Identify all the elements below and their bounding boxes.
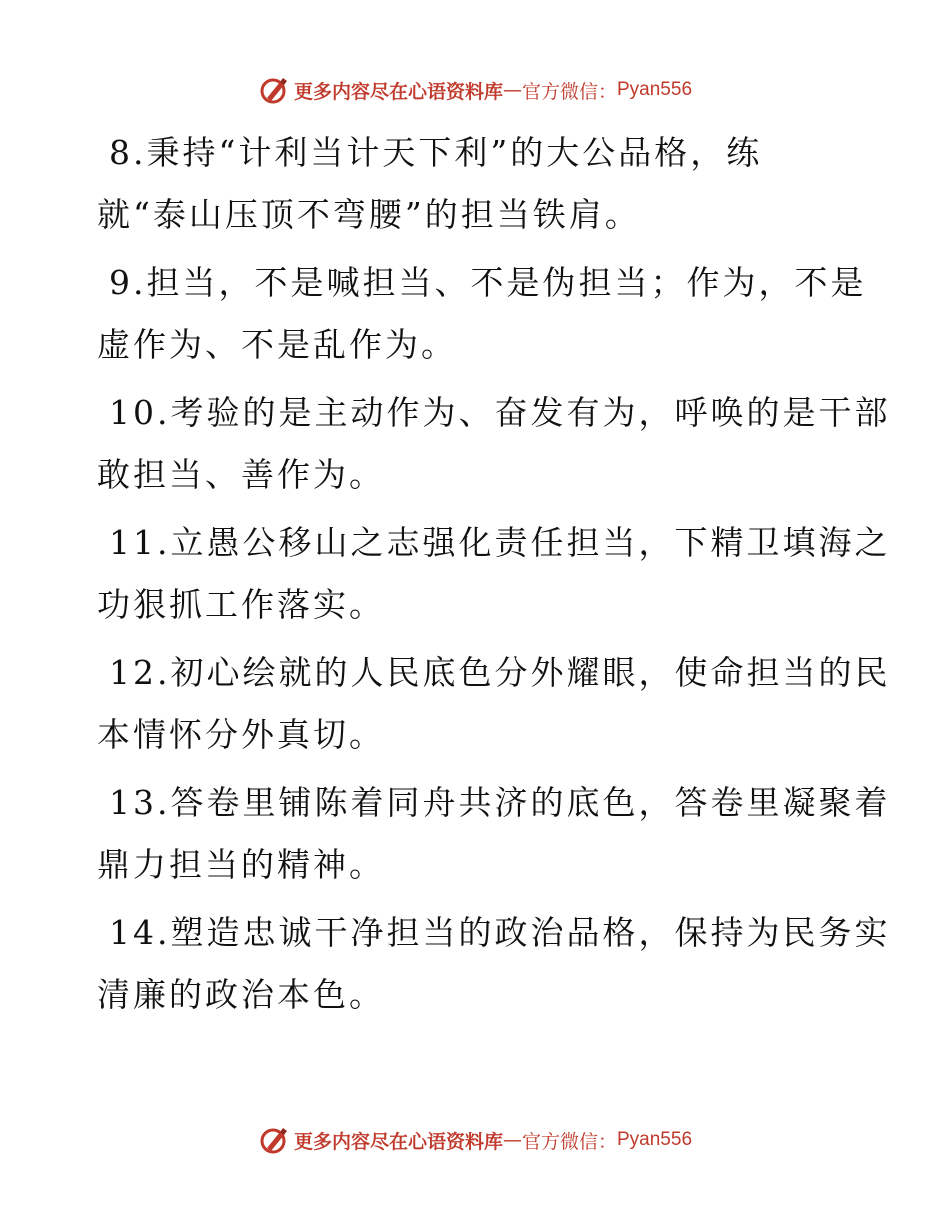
item-line: 本情怀分外真切。 [97, 715, 385, 754]
item-line: 11.立愚公移山之志强化责任担当，下精卫填海之 [109, 523, 891, 562]
list-item [97, 252, 867, 376]
list-item [97, 122, 857, 246]
footer-site-text: 更多内容尽在心语资料库 [293, 1130, 503, 1153]
footer-account: Pyan556 [617, 1129, 693, 1150]
item-line: 清廉的政治本色。 [97, 975, 385, 1014]
item-line: 12.初心绘就的人民底色分外耀眼，使命担当的民 [109, 653, 891, 692]
pen-logo-icon [258, 1124, 290, 1156]
footer-banner [0, 1120, 950, 1160]
item-line: 9.担当，不是喊担当、不是伪担当；作为，不是 [109, 263, 867, 302]
item-line: 敢担当、善作为。 [97, 455, 385, 494]
item-line: 功狠抓工作落实。 [97, 585, 385, 624]
item-line: 14.塑造忠诚干净担当的政治品格，保持为民务实 [109, 913, 891, 952]
item-line: 13.答卷里铺陈着同舟共济的底色，答卷里凝聚着 [109, 783, 891, 822]
document-body [97, 122, 891, 1032]
header-dash: — [502, 79, 522, 101]
item-line: 8.秉持“计利当计天下利”的大公品格，练 [109, 133, 763, 172]
list-item [97, 382, 891, 506]
list-item [97, 772, 891, 896]
header-banner [0, 70, 950, 110]
list-item [97, 512, 891, 636]
header-wechat-label: 官方微信： [521, 80, 617, 103]
footer-dash: — [502, 1129, 522, 1151]
list-item [97, 642, 891, 766]
header-site-text: 更多内容尽在心语资料库 [293, 80, 503, 103]
pen-logo-icon [258, 74, 290, 106]
item-line: 10.考验的是主动作为、奋发有为，呼唤的是干部 [109, 393, 891, 432]
list-item [97, 902, 891, 1026]
footer-wechat-label: 官方微信： [521, 1130, 617, 1153]
header-account: Pyan556 [617, 79, 693, 100]
item-line: 鼎力担当的精神。 [97, 845, 385, 884]
item-line: 虚作为、不是乱作为。 [97, 325, 457, 364]
item-line: 就“泰山压顶不弯腰”的担当铁肩。 [97, 195, 641, 234]
